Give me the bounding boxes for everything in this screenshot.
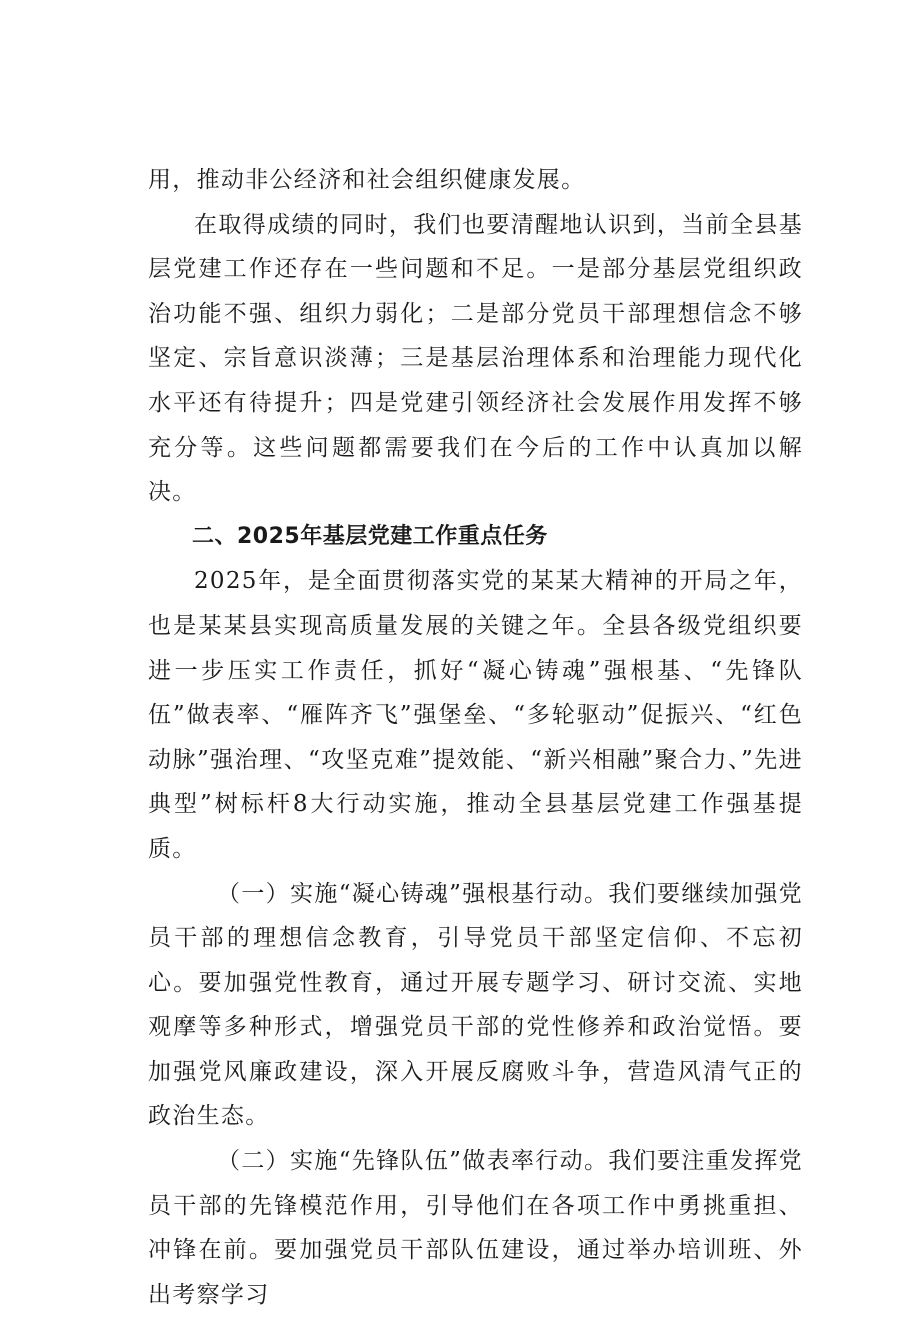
paragraph-task-2: （二）实施“先锋队伍”做表率行动。我们要注重发挥党员干部的先锋模范作用，引导他们在各项工作中勇挑重担、冲锋在前。要加强党员干部队伍建设，通过举办培训班、外出考察学习 xyxy=(148,1148,803,1308)
section-heading: 二、2025年基层党建工作重点任务 xyxy=(192,523,548,549)
document-body xyxy=(148,158,803,1317)
paragraph-task-1: （一）实施“凝心铸魂”强根基行动。我们要继续加强党员干部的理想信念教育，引导党员干部坚定信仰、不忘初心。要加强党性教育，通过开展专题学习、研讨交流、实地观摩等多种形式，增强党员干部的党性修养和政治觉悟。要加强党风廉政建设，深入开展反腐败斗争，营造风清气正的政治生态。 xyxy=(148,880,803,1130)
paragraph-problems: 在取得成绩的同时，我们也要清醒地认识到，当前全县基层党建工作还存在一些问题和不足。一是部分基层党组织政治功能不强、组织力弱化；二是部分党员干部理想信念不够坚定、宗旨意识淡薄；三是基层治理体系和治理能力现代化水平还有待提升；四是党建引领经济社会发展作用发挥不够充分等。这些问题都需要我们在今后的工作中认真加以解决。 xyxy=(148,211,803,506)
paragraph-intro-2025: 2025年，是全面贯彻落实党的某某大精神的开局之年，也是某某县实现高质量发展的关键之年。全县各级党组织要进一步压实工作责任，抓好“凝心铸魂”强根基、“先锋队伍”做表率、“雁阵齐飞”强堡垒、“多轮驱动”促振兴、“红色动脉”强治理、“攻坚克难”提效能、“新兴相融”聚合力、”先进典型”树标杆8大行动实施，推动全县基层党建工作强基提质。 xyxy=(148,568,803,862)
paragraph-continuation: 用，推动非公经济和社会组织健康发展。 xyxy=(148,167,586,193)
